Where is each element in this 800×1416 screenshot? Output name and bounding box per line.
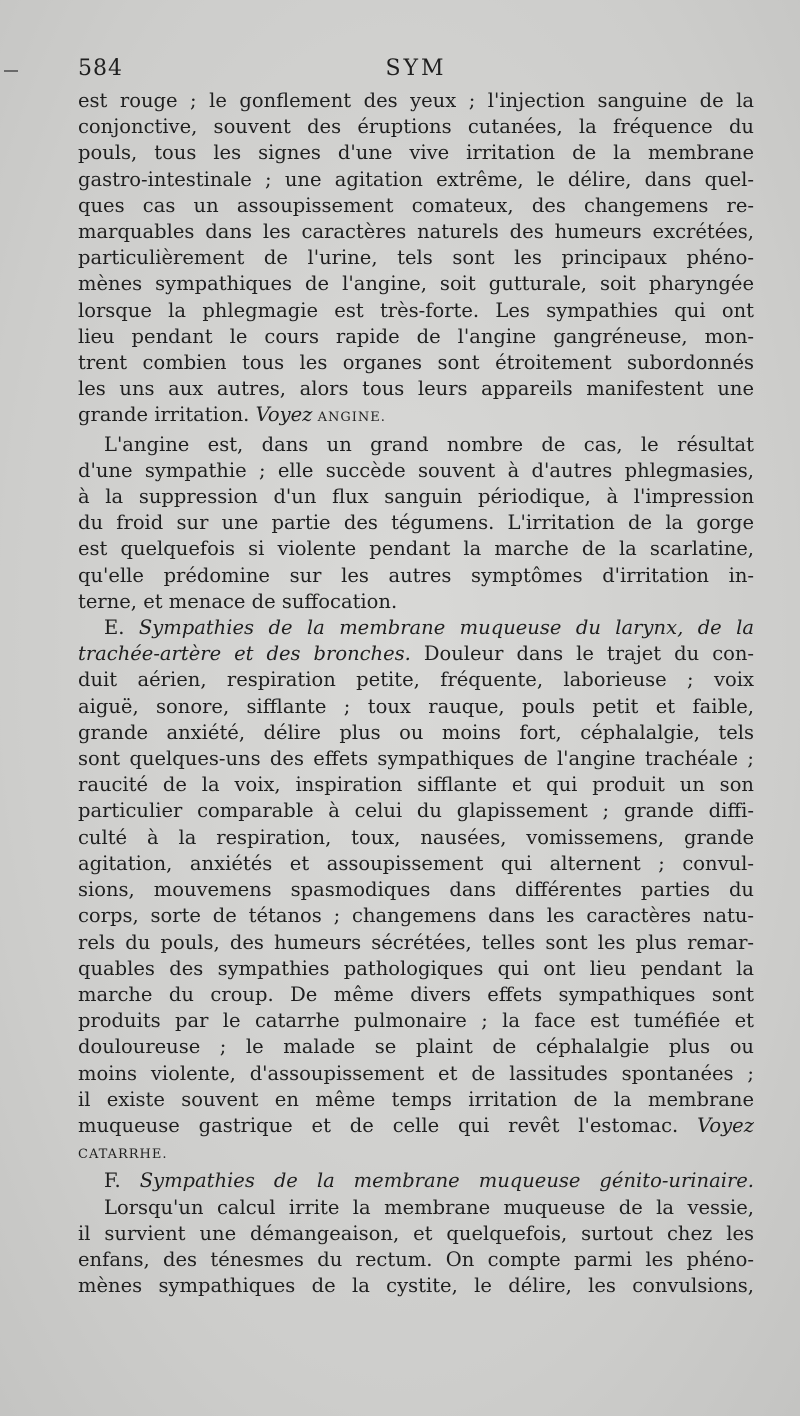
text-line (78, 615, 754, 641)
line-text: lieu pendant le cours rapide de l'angine gangréneuse, mon- (78, 324, 754, 348)
text-line (78, 536, 754, 562)
text-line (78, 903, 754, 929)
line-text: conjonctive, souvent des éruptions cutanées, la fréquence du (78, 115, 754, 139)
line-text: E. (104, 616, 139, 640)
line-text: particulier comparable à celui du glapissement ; grande diffi- (78, 799, 754, 823)
text-line (78, 324, 754, 350)
small-caps-text: CATARRHE. (78, 1147, 168, 1163)
line-text: quables des sympathies pathologiques qui ont lieu pendant la (78, 956, 754, 980)
text-line (78, 667, 754, 693)
small-caps-text: ANGINE. (312, 410, 386, 426)
line-text: grande anxiété, délire plus ou moins fort, céphalalgie, tels (78, 720, 754, 744)
text-line (78, 1139, 754, 1168)
line-text: est quelquefois si violente pendant la marche de la scarlatine, (78, 537, 754, 561)
text-line (78, 219, 754, 245)
text-line (78, 271, 754, 297)
line-text: rels du pouls, des humeurs sécrétées, telles sont les plus remar- (78, 930, 754, 954)
text-line (78, 589, 754, 615)
line-text: terne, et menace de suffocation. (78, 589, 398, 613)
text-line (78, 982, 754, 1008)
text-line (78, 694, 754, 720)
line-text: culté à la respiration, toux, nausées, vomissemens, grande (78, 825, 754, 849)
line-text: grande irritation. (78, 403, 256, 427)
body-text (78, 88, 754, 1299)
text-line (78, 376, 754, 402)
text-line (78, 851, 754, 877)
text-line (78, 798, 754, 824)
line-text: raucité de la voix, inspiration sifflante et qui produit un son (78, 773, 754, 797)
text-line (78, 1221, 754, 1247)
line-text: duit aérien, respiration petite, fréquente, laborieuse ; voix (78, 668, 754, 692)
text-line (78, 930, 754, 956)
line-text: sont quelques-uns des effets sympathiques de l'angine trachéale ; (78, 747, 754, 771)
line-text: moins violente, d'assoupissement et de lassitudes spontanées ; (78, 1061, 754, 1085)
text-line (78, 193, 754, 219)
italic-text: Sympathies de la membrane muqueuse génito-urinaire. (139, 1169, 754, 1193)
line-text: sions, mouvemens spasmodiques dans différentes parties du (78, 878, 754, 902)
line-text: produits par le catarrhe pulmonaire ; la face est tuméfiée et (78, 1009, 754, 1033)
line-text: d'une sympathie ; elle succède souvent à d'autres phlegmasies, (78, 458, 754, 482)
page-number: 584 (78, 56, 123, 81)
text-line (78, 484, 754, 510)
line-text: du froid sur une partie des tégumens. L'irritation de la gorge (78, 511, 754, 535)
text-line (78, 88, 754, 114)
page-header (78, 56, 754, 86)
line-text: enfans, des ténesmes du rectum. On compte parmi les phéno- (78, 1247, 754, 1271)
page-edge-mark (4, 70, 18, 72)
line-text: corps, sorte de tétanos ; changemens dans les caractères natu- (78, 904, 754, 928)
text-line (78, 746, 754, 772)
text-line (78, 1113, 754, 1139)
text-line (78, 298, 754, 324)
line-text: marche du croup. De même divers effets sympathiques sont (78, 982, 754, 1006)
text-line (78, 772, 754, 798)
line-text: gastro-intestinale ; une agitation extrême, le délire, dans quel- (78, 167, 754, 191)
text-line (78, 825, 754, 851)
line-text: trent combien tous les organes sont étroitement subordonnés (78, 351, 754, 375)
text-line (78, 1061, 754, 1087)
line-text: particulièrement de l'urine, tels sont les principaux phéno- (78, 246, 754, 270)
text-line (78, 1087, 754, 1113)
line-text: est rouge ; le gonflement des yeux ; l'injection sanguine de la (78, 89, 754, 112)
italic-text: trachée-artère et des bronches. (78, 642, 411, 666)
text-line (78, 350, 754, 376)
text-line (78, 402, 754, 431)
line-text: pouls, tous les signes d'une vive irritation de la membrane (78, 141, 754, 165)
line-text: Douleur dans le trajet du con- (410, 642, 754, 666)
line-text: lorsque la phlegmagie est très-forte. Les sympathies qui ont (78, 298, 754, 322)
text-line (78, 1195, 754, 1221)
italic-text: Voyez (255, 403, 313, 427)
line-text: il survient une démangeaison, et quelquefois, surtout chez les (78, 1221, 754, 1245)
text-line (78, 956, 754, 982)
line-text: mènes sympathiques de la cystite, le délire, les convulsions, (78, 1274, 754, 1298)
text-line (78, 563, 754, 589)
line-text: ques cas un assoupissement comateux, des changemens re- (78, 193, 754, 217)
line-text: douloureuse ; le malade se plaint de céphalalgie plus ou (78, 1035, 754, 1059)
text-line (78, 432, 754, 458)
line-text: les uns aux autres, alors tous leurs appareils manifestent une (78, 377, 754, 401)
text-line (78, 167, 754, 193)
italic-text: Sympathies de la membrane muqueuse du larynx, de la (138, 616, 754, 640)
line-text: à la suppression d'un flux sanguin périodique, à l'impression (78, 485, 754, 509)
text-line (78, 1247, 754, 1273)
text-line (78, 720, 754, 746)
line-text: muqueuse gastrique et de celle qui revêt l'estomac. (78, 1113, 698, 1137)
text-line (78, 1008, 754, 1034)
text-line (78, 114, 754, 140)
text-line (78, 877, 754, 903)
line-text: L'angine est, dans un grand nombre de cas, le résultat (104, 432, 754, 456)
text-line (78, 1034, 754, 1060)
italic-text: Voyez (697, 1113, 754, 1137)
line-text: Lorsqu'un calcul irrite la membrane muqueuse de la vessie, (104, 1195, 754, 1219)
text-line (78, 1273, 754, 1299)
line-text: il existe souvent en même temps irritation de la membrane (78, 1087, 754, 1111)
line-text: mènes sympathiques de l'angine, soit gutturale, soit pharyngée (78, 272, 754, 296)
line-text: qu'elle prédomine sur les autres symptômes d'irritation in- (78, 563, 754, 587)
line-text: aiguë, sonore, sifflante ; toux rauque, pouls petit et faible, (78, 694, 754, 718)
text-line (78, 1168, 754, 1194)
line-text: F. (104, 1169, 140, 1193)
line-text: marquables dans les caractères naturels des humeurs excrétées, (78, 220, 754, 244)
text-line (78, 140, 754, 166)
text-line (78, 641, 754, 667)
running-head: SYM (385, 56, 447, 81)
line-text: agitation, anxiétés et assoupissement qui alternent ; convul- (78, 851, 754, 875)
text-line (78, 245, 754, 271)
text-line (78, 510, 754, 536)
text-line (78, 458, 754, 484)
